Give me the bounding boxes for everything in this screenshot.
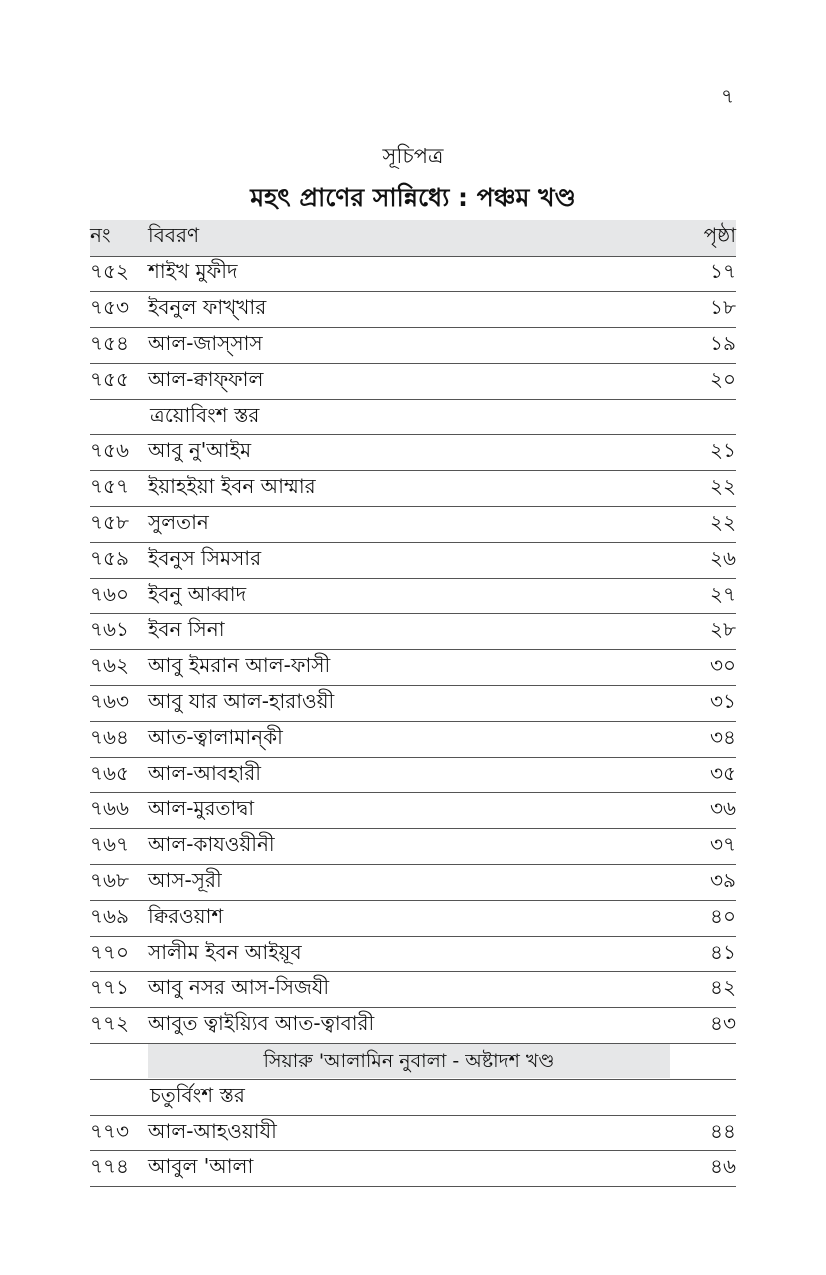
entry-title: আবু যার আল-হারাওয়ী	[148, 688, 335, 713]
header-page: পৃষ্ঠা	[703, 223, 736, 248]
entry-title: আল-আহওয়াযী	[148, 1118, 277, 1143]
entry-title: আল-ক্বাফ্ফাল	[148, 366, 264, 391]
table-row	[90, 721, 736, 757]
entry-title: আবুল 'আলা	[148, 1154, 254, 1179]
section-title: চতুর্বিংশ স্তর	[150, 1082, 245, 1107]
entry-page: ১৮	[710, 295, 736, 320]
entry-number: ৭৫৫	[90, 366, 129, 391]
entry-number: ৭৬৭	[90, 832, 130, 857]
entry-number: ৭৭২	[90, 1011, 130, 1036]
table-row	[90, 1008, 736, 1044]
entry-number: ৭৬৩	[90, 688, 130, 713]
entry-page: ৩৫	[710, 760, 736, 785]
entry-number: ৭৫৯	[90, 545, 129, 570]
entry-page: ৪৩	[710, 1011, 736, 1036]
table-row	[90, 972, 736, 1008]
entry-page: ২১	[710, 438, 736, 463]
entry-page: ৪২	[710, 975, 736, 1000]
book-title: মহৎ প্রাণের সান্নিধ্যে : পঞ্চম খণ্ড	[250, 183, 576, 212]
entry-page: ২২	[709, 474, 736, 499]
entry-title: আল-মুরতাদ্বা	[148, 796, 255, 821]
header-desc: বিবরণ	[148, 223, 200, 248]
table-row	[90, 900, 736, 936]
entry-page: ৪৪	[710, 1118, 736, 1143]
entry-title: ইবন সিনা	[148, 617, 225, 642]
entry-title: আবু ইমরান আল-ফাসী	[148, 653, 331, 678]
entry-number: ৭৫৪	[90, 330, 129, 355]
entry-page: ২০	[709, 366, 736, 391]
entry-title: আত-ত্বালামান্কী	[148, 724, 283, 749]
volume-banner: সিয়ারু 'আলামিন নুবালা - অষ্টাদশ খণ্ড	[148, 1044, 670, 1078]
table-row	[90, 507, 736, 543]
table-row	[90, 363, 736, 399]
entry-page: ৩৬	[709, 796, 736, 821]
entry-title: সালীম ইবন আইয়ূব	[148, 939, 302, 964]
entry-title: সুলতান	[148, 509, 209, 534]
entry-title: ক্বিরওয়াশ	[148, 903, 224, 928]
entry-number: ৭৭১	[90, 975, 129, 1000]
entry-title: ইবনুল ফাখ্খার	[148, 295, 267, 320]
entry-title: আবুত ত্বাইয়্যিব আত-ত্বাবারী	[148, 1011, 375, 1036]
entry-title: আবু নসর আস-সিজযী	[148, 975, 330, 1000]
entry-number: ৭৫৬	[90, 438, 129, 463]
table-row	[90, 1115, 736, 1151]
entry-page: ৩১	[710, 688, 736, 713]
entry-number: ৭৬৫	[90, 760, 129, 785]
toc-heading: সূচিপত্র	[382, 144, 444, 168]
entry-title: আস-সূরী	[148, 867, 222, 892]
table-row	[90, 650, 736, 686]
entry-number: ৭৭৩	[90, 1118, 130, 1143]
page-number: ৭	[720, 84, 734, 108]
table-row	[90, 256, 736, 292]
entry-number: ৭৫২	[90, 259, 129, 284]
table-row	[90, 614, 736, 650]
table-row	[90, 471, 736, 507]
section-row	[90, 399, 736, 435]
entry-number: ৭৬২	[90, 653, 130, 678]
entry-page: ১৯	[710, 330, 736, 355]
table-row	[90, 793, 736, 829]
header-num: নং	[90, 223, 111, 248]
entry-number: ৭৬০	[90, 581, 130, 606]
entry-number: ৭৬৮	[90, 867, 129, 892]
table-row	[90, 936, 736, 972]
table-row	[90, 328, 736, 364]
entry-number: ৭৫৩	[90, 295, 129, 320]
table-row	[90, 1151, 736, 1187]
entry-page: ৩৭	[709, 832, 736, 857]
table-row	[90, 865, 736, 901]
table-row	[90, 686, 736, 722]
entry-page: ২৮	[710, 617, 736, 642]
table-row	[90, 292, 736, 328]
entry-number: ৭৬৬	[90, 796, 130, 821]
toc-table	[90, 220, 736, 1187]
entry-page: ৩৪	[710, 724, 736, 749]
table-row	[90, 757, 736, 793]
entry-number: ৭৬১	[90, 617, 129, 642]
entry-title: আল-আবহারী	[148, 760, 261, 785]
entry-page: ১৭	[710, 259, 736, 284]
toc-body	[90, 256, 736, 1187]
entry-title: আল-কাযওয়ীনী	[148, 832, 275, 857]
entry-number: ৭৭০	[90, 939, 130, 964]
section-row	[90, 1079, 736, 1115]
entry-title: শাইখ মুফীদ	[148, 259, 238, 284]
entry-page: ৪১	[710, 939, 736, 964]
entry-number: ৭৫৮	[90, 509, 129, 534]
table-row	[90, 578, 736, 614]
table-row	[90, 542, 736, 578]
table-row	[90, 829, 736, 865]
entry-number: ৭৬৯	[90, 903, 129, 928]
entry-title: ইয়াহইয়া ইবন আম্মার	[148, 474, 316, 499]
table-row	[90, 435, 736, 471]
entry-page: ৩০	[709, 653, 736, 678]
entry-page: ৩৯	[710, 867, 736, 892]
entry-number: ৭৭৪	[90, 1154, 129, 1179]
entry-page: ৪৬	[710, 1154, 736, 1179]
entry-title: ইবনু আব্বাদ	[148, 581, 247, 606]
entry-page: ৪০	[710, 903, 736, 928]
volume-banner-row	[90, 1044, 736, 1080]
entry-number: ৭৬৪	[90, 724, 129, 749]
entry-number: ৭৫৭	[90, 474, 129, 499]
entry-title: আল-জাস্সাস	[148, 330, 263, 355]
entry-page: ২৬	[709, 545, 736, 570]
table-header-row	[90, 220, 736, 256]
entry-page: ২২	[709, 509, 736, 534]
entry-title: আবু নু'আইম	[148, 438, 252, 463]
section-title: ত্রয়োবিংশ স্তর	[150, 402, 260, 427]
entry-page: ২৭	[709, 581, 736, 606]
entry-title: ইবনুস সিমসার	[148, 545, 262, 570]
